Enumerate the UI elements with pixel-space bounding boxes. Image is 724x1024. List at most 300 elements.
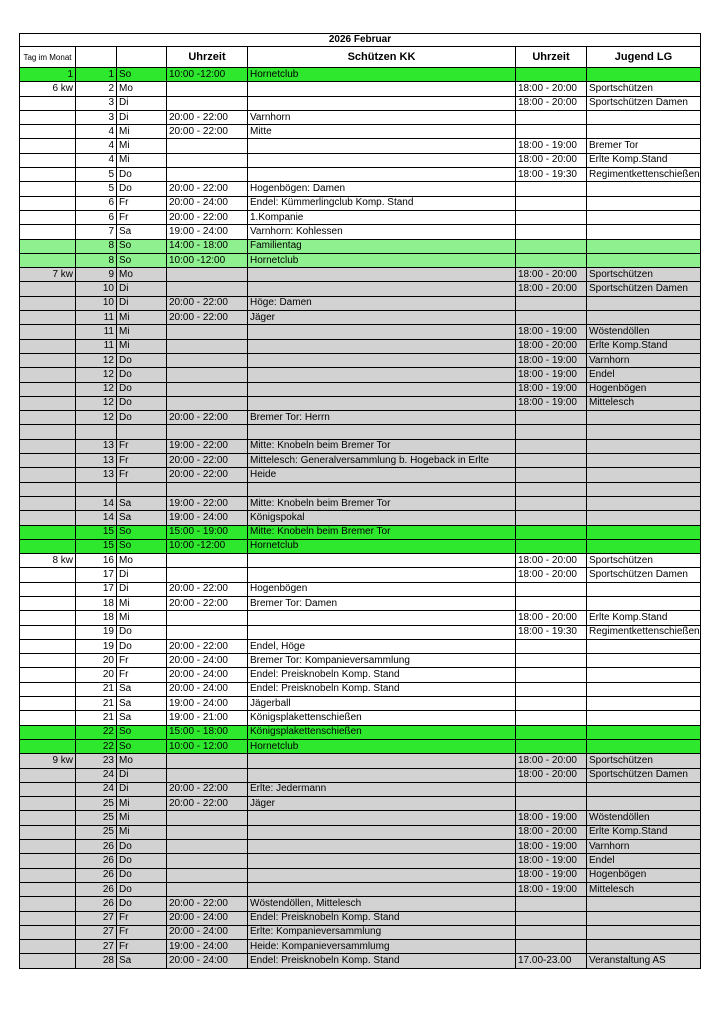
cell-event-lg: Varnhorn — [587, 353, 701, 367]
cell-event-lg — [587, 511, 701, 525]
table-row — [20, 225, 701, 239]
cell-event-lg — [587, 296, 701, 310]
table-row — [20, 153, 701, 167]
cell-event-kk: Mittelesch: Generalversammlung b. Hogeback in Erlte — [248, 454, 516, 468]
header-tag-im-monat: Tag im Monat — [20, 47, 76, 68]
cell-event-lg: Sportschützen Damen — [587, 768, 701, 782]
cell-week — [20, 454, 76, 468]
cell-day: 8 — [76, 239, 117, 253]
table-row — [20, 282, 701, 296]
cell-weekday: Mi — [117, 611, 167, 625]
cell-event-kk: Jäger — [248, 311, 516, 325]
table-row — [20, 654, 701, 668]
cell-time-kk: 20:00 - 24:00 — [167, 911, 248, 925]
cell-day: 13 — [76, 454, 117, 468]
cell-weekday: Do — [117, 382, 167, 396]
cell-day: 21 — [76, 697, 117, 711]
cell-time-lg — [516, 296, 587, 310]
cell-event-kk — [248, 825, 516, 839]
cell-day: 17 — [76, 568, 117, 582]
cell-week — [20, 411, 76, 425]
cell-time-lg: 18:00 - 20:00 — [516, 282, 587, 296]
cell-time-kk — [167, 425, 248, 439]
cell-time-lg: 18:00 - 19:00 — [516, 396, 587, 410]
cell-week — [20, 596, 76, 610]
cell-day: 25 — [76, 797, 117, 811]
cell-time-lg: 18:00 - 19:30 — [516, 168, 587, 182]
cell-time-kk — [167, 153, 248, 167]
cell-day: 16 — [76, 554, 117, 568]
cell-time-lg — [516, 525, 587, 539]
cell-event-kk: Mitte: Knobeln beim Bremer Tor — [248, 525, 516, 539]
cell-event-kk: Jägerball — [248, 697, 516, 711]
cell-time-kk: 20:00 - 24:00 — [167, 682, 248, 696]
cell-day: 25 — [76, 811, 117, 825]
cell-event-lg — [587, 411, 701, 425]
cell-weekday: Fr — [117, 925, 167, 939]
table-row — [20, 625, 701, 639]
cell-day: 27 — [76, 911, 117, 925]
cell-event-kk: Hornetclub — [248, 253, 516, 267]
cell-week — [20, 382, 76, 396]
table-row — [20, 496, 701, 510]
cell-time-kk: 19:00 - 24:00 — [167, 697, 248, 711]
cell-day: 11 — [76, 311, 117, 325]
cell-event-kk: Mitte: Knobeln beim Bremer Tor — [248, 439, 516, 453]
cell-time-kk: 20:00 - 22:00 — [167, 110, 248, 124]
cell-event-kk — [248, 425, 516, 439]
cell-week — [20, 539, 76, 553]
cell-week — [20, 782, 76, 796]
table-row — [20, 868, 701, 882]
cell-time-lg — [516, 911, 587, 925]
cell-weekday: Do — [117, 639, 167, 653]
table-row — [20, 482, 701, 496]
cell-day: 18 — [76, 611, 117, 625]
cell-time-kk: 20:00 - 22:00 — [167, 797, 248, 811]
cell-time-lg: 18:00 - 19:00 — [516, 868, 587, 882]
cell-weekday: Fr — [117, 468, 167, 482]
cell-day: 2 — [76, 82, 117, 96]
cell-week — [20, 711, 76, 725]
cell-event-kk — [248, 353, 516, 367]
cell-event-kk: Hogenbögen: Damen — [248, 182, 516, 196]
cell-time-kk: 20:00 - 22:00 — [167, 897, 248, 911]
cell-event-kk: Wöstendöllen, Mittelesch — [248, 897, 516, 911]
cell-time-lg — [516, 925, 587, 939]
cell-event-kk — [248, 339, 516, 353]
cell-weekday: Fr — [117, 210, 167, 224]
cell-event-lg: Regimentkettenschießen — [587, 168, 701, 182]
table-row — [20, 253, 701, 267]
cell-time-kk — [167, 168, 248, 182]
cell-event-lg — [587, 725, 701, 739]
cell-event-kk: Jäger — [248, 797, 516, 811]
cell-event-lg: Sportschützen Damen — [587, 96, 701, 110]
table-row — [20, 468, 701, 482]
cell-weekday: Mi — [117, 339, 167, 353]
cell-time-kk — [167, 282, 248, 296]
cell-week — [20, 639, 76, 653]
cell-day: 10 — [76, 282, 117, 296]
cell-day: 3 — [76, 96, 117, 110]
cell-weekday: Do — [117, 353, 167, 367]
cell-time-kk: 20:00 - 24:00 — [167, 654, 248, 668]
cell-event-lg — [587, 782, 701, 796]
cell-day: 21 — [76, 682, 117, 696]
cell-weekday: Fr — [117, 196, 167, 210]
cell-event-kk: Heide — [248, 468, 516, 482]
cell-event-lg — [587, 739, 701, 753]
cell-time-kk — [167, 339, 248, 353]
table-row — [20, 897, 701, 911]
cell-weekday: Do — [117, 840, 167, 854]
cell-day: 15 — [76, 539, 117, 553]
cell-week: 7 kw — [20, 268, 76, 282]
cell-weekday: Fr — [117, 911, 167, 925]
cell-time-lg: 18:00 - 19:00 — [516, 840, 587, 854]
cell-weekday: Sa — [117, 225, 167, 239]
cell-weekday: Do — [117, 396, 167, 410]
cell-week — [20, 168, 76, 182]
cell-event-kk: Endel: Preisknobeln Komp. Stand — [248, 954, 516, 968]
cell-weekday: Do — [117, 868, 167, 882]
cell-event-lg: Sportschützen Damen — [587, 282, 701, 296]
cell-time-kk — [167, 625, 248, 639]
cell-event-lg — [587, 797, 701, 811]
cell-weekday: Do — [117, 411, 167, 425]
cell-time-kk — [167, 811, 248, 825]
cell-weekday: Mi — [117, 811, 167, 825]
cell-day: 6 — [76, 210, 117, 224]
cell-event-kk — [248, 868, 516, 882]
cell-day: 28 — [76, 954, 117, 968]
cell-event-kk — [248, 811, 516, 825]
cell-time-kk: 19:00 - 22:00 — [167, 439, 248, 453]
header-uhrzeit-kk: Uhrzeit — [167, 47, 248, 68]
cell-weekday: Di — [117, 768, 167, 782]
cell-week — [20, 253, 76, 267]
cell-weekday: Mo — [117, 268, 167, 282]
cell-time-lg — [516, 239, 587, 253]
table-row — [20, 339, 701, 353]
table-row — [20, 882, 701, 896]
cell-event-kk: Endel: Kümmerlingclub Komp. Stand — [248, 196, 516, 210]
cell-event-lg — [587, 654, 701, 668]
cell-week — [20, 339, 76, 353]
cell-week — [20, 611, 76, 625]
cell-time-kk: 15:00 - 19:00 — [167, 525, 248, 539]
cell-weekday: So — [117, 739, 167, 753]
cell-time-lg: 18:00 - 19:00 — [516, 139, 587, 153]
cell-weekday: Do — [117, 368, 167, 382]
cell-event-kk — [248, 554, 516, 568]
cell-week — [20, 182, 76, 196]
cell-event-kk: Hornetclub — [248, 539, 516, 553]
cell-time-lg — [516, 225, 587, 239]
cell-week — [20, 239, 76, 253]
cell-event-lg — [587, 596, 701, 610]
cell-time-lg: 18:00 - 19:00 — [516, 368, 587, 382]
cell-time-lg: 18:00 - 20:00 — [516, 825, 587, 839]
table-row — [20, 196, 701, 210]
cell-week — [20, 797, 76, 811]
table-row — [20, 568, 701, 582]
cell-event-lg — [587, 239, 701, 253]
cell-weekday: Mo — [117, 554, 167, 568]
cell-time-kk — [167, 139, 248, 153]
cell-week — [20, 582, 76, 596]
cell-weekday: Mi — [117, 125, 167, 139]
cell-time-lg — [516, 725, 587, 739]
cell-time-lg — [516, 940, 587, 954]
cell-time-lg: 18:00 - 19:00 — [516, 811, 587, 825]
cell-event-kk — [248, 139, 516, 153]
cell-event-kk — [248, 282, 516, 296]
table-row — [20, 554, 701, 568]
table-row — [20, 82, 701, 96]
cell-event-lg — [587, 539, 701, 553]
table-row — [20, 711, 701, 725]
cell-day: 6 — [76, 196, 117, 210]
cell-week — [20, 954, 76, 968]
cell-event-lg: Hogenbögen — [587, 382, 701, 396]
cell-time-lg: 18:00 - 20:00 — [516, 768, 587, 782]
cell-weekday: Fr — [117, 654, 167, 668]
table-row — [20, 954, 701, 968]
cell-time-kk: 20:00 - 22:00 — [167, 454, 248, 468]
cell-event-kk: Hogenbögen — [248, 582, 516, 596]
cell-event-kk: Endel: Preisknobeln Komp. Stand — [248, 682, 516, 696]
cell-time-lg — [516, 668, 587, 682]
cell-time-lg: 17.00-23.00 — [516, 954, 587, 968]
cell-event-kk: Bremer Tor: Kompanieversammlung — [248, 654, 516, 668]
cell-time-kk: 20:00 - 22:00 — [167, 182, 248, 196]
cell-time-kk: 20:00 - 24:00 — [167, 925, 248, 939]
cell-day: 26 — [76, 854, 117, 868]
cell-event-lg: Endel — [587, 854, 701, 868]
cell-time-lg — [516, 797, 587, 811]
cell-event-kk: Hornetclub — [248, 68, 516, 82]
cell-event-lg — [587, 940, 701, 954]
cell-day: 9 — [76, 268, 117, 282]
cell-week — [20, 311, 76, 325]
cell-week — [20, 125, 76, 139]
table-row — [20, 825, 701, 839]
cell-weekday: Do — [117, 182, 167, 196]
cell-day: 5 — [76, 182, 117, 196]
cell-time-lg — [516, 582, 587, 596]
cell-event-lg: Erlte Komp.Stand — [587, 153, 701, 167]
table-row — [20, 511, 701, 525]
cell-event-lg — [587, 925, 701, 939]
cell-event-lg — [587, 525, 701, 539]
table-row — [20, 739, 701, 753]
cell-event-kk: Heide: Kompanieversammlumg — [248, 940, 516, 954]
cell-time-lg — [516, 654, 587, 668]
cell-time-lg — [516, 739, 587, 753]
cell-time-kk: 19:00 - 24:00 — [167, 940, 248, 954]
cell-event-lg — [587, 697, 701, 711]
cell-time-lg — [516, 596, 587, 610]
cell-weekday: Mo — [117, 82, 167, 96]
cell-event-kk: Erlte: Jedermann — [248, 782, 516, 796]
cell-event-lg: Hogenbögen — [587, 868, 701, 882]
cell-week — [20, 425, 76, 439]
cell-weekday: Sa — [117, 511, 167, 525]
cell-event-kk — [248, 611, 516, 625]
cell-event-lg — [587, 110, 701, 124]
cell-time-lg: 18:00 - 20:00 — [516, 554, 587, 568]
cell-weekday: Di — [117, 96, 167, 110]
cell-time-kk — [167, 96, 248, 110]
cell-time-kk: 20:00 - 22:00 — [167, 411, 248, 425]
cell-event-lg — [587, 897, 701, 911]
cell-week — [20, 682, 76, 696]
cell-time-lg — [516, 539, 587, 553]
cell-event-lg: Sportschützen — [587, 554, 701, 568]
cell-event-kk: Königspokal — [248, 511, 516, 525]
cell-time-lg: 18:00 - 19:00 — [516, 882, 587, 896]
cell-day: 3 — [76, 110, 117, 124]
table-row — [20, 396, 701, 410]
table-row — [20, 911, 701, 925]
cell-day: 13 — [76, 468, 117, 482]
cell-event-lg: Veranstaltung AS — [587, 954, 701, 968]
cell-day — [76, 482, 117, 496]
cell-week — [20, 739, 76, 753]
cell-week — [20, 110, 76, 124]
cell-event-kk: Königsplakettenschießen — [248, 725, 516, 739]
cell-event-kk: Höge: Damen — [248, 296, 516, 310]
cell-event-lg — [587, 439, 701, 453]
cell-day: 26 — [76, 868, 117, 882]
cell-time-kk: 20:00 - 22:00 — [167, 639, 248, 653]
table-row — [20, 596, 701, 610]
cell-week — [20, 396, 76, 410]
cell-event-kk — [248, 168, 516, 182]
cell-weekday: Fr — [117, 668, 167, 682]
cell-event-lg: Wöstendöllen — [587, 811, 701, 825]
cell-day: 18 — [76, 596, 117, 610]
table-row — [20, 797, 701, 811]
cell-event-lg — [587, 682, 701, 696]
cell-week — [20, 925, 76, 939]
cell-day: 20 — [76, 654, 117, 668]
cell-weekday: Mi — [117, 325, 167, 339]
cell-time-lg — [516, 496, 587, 510]
cell-weekday: Fr — [117, 439, 167, 453]
cell-event-lg — [587, 639, 701, 653]
cell-event-lg — [587, 196, 701, 210]
cell-day — [76, 425, 117, 439]
cell-week: 1 — [20, 68, 76, 82]
table-row — [20, 68, 701, 82]
cell-time-lg — [516, 311, 587, 325]
schedule-body — [20, 34, 701, 969]
cell-weekday: Fr — [117, 454, 167, 468]
cell-event-kk: Hornetclub — [248, 739, 516, 753]
cell-time-lg — [516, 682, 587, 696]
cell-week — [20, 139, 76, 153]
cell-time-lg — [516, 439, 587, 453]
table-row — [20, 439, 701, 453]
cell-event-lg: Sportschützen — [587, 82, 701, 96]
cell-day: 26 — [76, 882, 117, 896]
cell-event-kk — [248, 768, 516, 782]
cell-week — [20, 882, 76, 896]
cell-weekday: Sa — [117, 682, 167, 696]
cell-weekday: Di — [117, 296, 167, 310]
cell-time-kk — [167, 840, 248, 854]
table-row — [20, 411, 701, 425]
cell-week — [20, 897, 76, 911]
cell-event-lg: Regimentkettenschießen — [587, 625, 701, 639]
cell-time-lg — [516, 639, 587, 653]
cell-time-lg: 18:00 - 20:00 — [516, 268, 587, 282]
cell-day: 19 — [76, 639, 117, 653]
cell-event-kk — [248, 153, 516, 167]
cell-event-lg — [587, 253, 701, 267]
cell-day: 12 — [76, 411, 117, 425]
cell-time-lg — [516, 482, 587, 496]
table-row — [20, 525, 701, 539]
cell-day: 14 — [76, 496, 117, 510]
sheet-title: 2026 Februar — [20, 34, 701, 47]
cell-time-kk: 19:00 - 21:00 — [167, 711, 248, 725]
cell-weekday: Mi — [117, 311, 167, 325]
cell-event-lg — [587, 68, 701, 82]
cell-week — [20, 568, 76, 582]
cell-weekday: Mi — [117, 153, 167, 167]
cell-day: 24 — [76, 782, 117, 796]
cell-day: 13 — [76, 439, 117, 453]
cell-week — [20, 525, 76, 539]
cell-time-lg — [516, 125, 587, 139]
cell-event-kk: Bremer Tor: Damen — [248, 596, 516, 610]
cell-event-lg: Erlte Komp.Stand — [587, 825, 701, 839]
table-row — [20, 425, 701, 439]
cell-event-kk: Varnhorn — [248, 110, 516, 124]
table-row — [20, 239, 701, 253]
cell-time-kk: 10:00 - 12:00 — [167, 739, 248, 753]
cell-weekday: Do — [117, 854, 167, 868]
cell-week — [20, 353, 76, 367]
cell-time-lg — [516, 897, 587, 911]
cell-day: 10 — [76, 296, 117, 310]
cell-event-kk: 1.Kompanie — [248, 210, 516, 224]
cell-time-lg — [516, 711, 587, 725]
table-row — [20, 782, 701, 796]
cell-event-kk: Bremer Tor: Herrn — [248, 411, 516, 425]
cell-event-lg — [587, 482, 701, 496]
cell-day: 14 — [76, 511, 117, 525]
cell-week — [20, 625, 76, 639]
cell-week — [20, 496, 76, 510]
cell-event-lg: Endel — [587, 368, 701, 382]
cell-time-lg — [516, 782, 587, 796]
cell-day: 12 — [76, 396, 117, 410]
cell-time-kk: 10:00 -12:00 — [167, 68, 248, 82]
cell-event-lg — [587, 496, 701, 510]
cell-time-kk — [167, 325, 248, 339]
table-row — [20, 854, 701, 868]
cell-event-kk — [248, 268, 516, 282]
table-row — [20, 682, 701, 696]
table-row — [20, 940, 701, 954]
title-row — [20, 34, 701, 47]
cell-time-lg: 18:00 - 19:00 — [516, 854, 587, 868]
